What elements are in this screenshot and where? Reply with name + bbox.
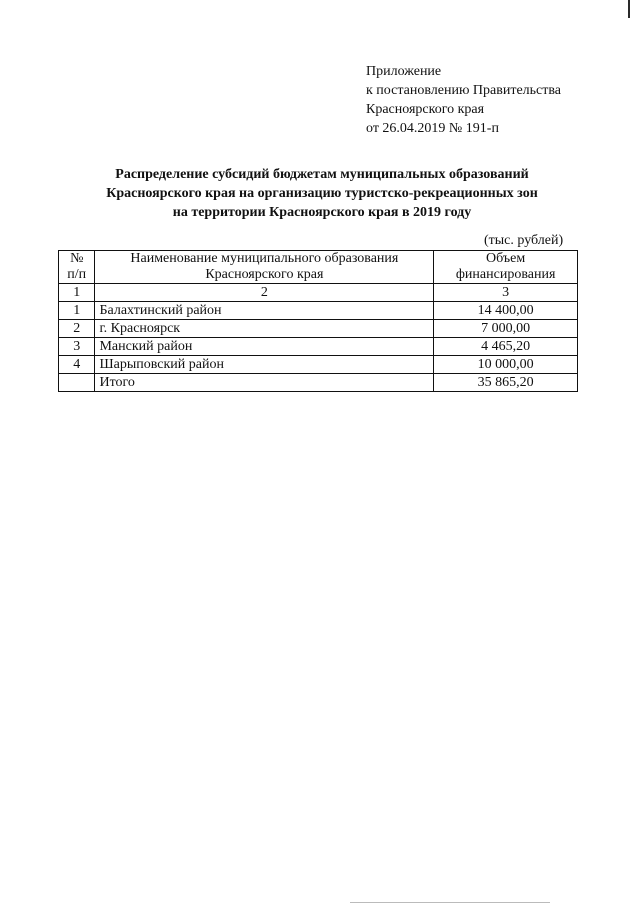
row-name: Балахтинский район	[95, 302, 434, 320]
scan-edge-line	[350, 902, 550, 903]
appendix-block	[366, 62, 561, 138]
document-title	[60, 165, 584, 222]
header-sum	[434, 251, 578, 284]
table-header-row	[59, 251, 578, 284]
total-num	[59, 374, 95, 392]
row-num: 1	[59, 302, 95, 320]
page-edge-mark	[628, 0, 630, 18]
appendix-date-line: от 26.04.2019 № 191-п	[366, 121, 499, 136]
table-row	[59, 320, 578, 338]
header-sum-line1: Объем	[486, 251, 526, 266]
row-num: 4	[59, 356, 95, 374]
header-num	[59, 251, 95, 284]
title-line: Красноярского края на организацию туристско-рекреационных зон	[106, 186, 538, 201]
appendix-line: к постановлению Правительства	[366, 83, 562, 98]
header-sum-line2: финансирования	[455, 267, 556, 282]
table-row	[59, 356, 578, 374]
row-name: Шарыповский район	[95, 356, 434, 374]
row-num: 2	[59, 320, 95, 338]
column-index-row	[59, 284, 578, 302]
header-name	[95, 251, 434, 284]
header-num-line2: п/п	[67, 267, 87, 282]
table-row	[59, 338, 578, 356]
header-name-line1: Наименование муниципального образования	[130, 251, 399, 266]
row-name: г. Красноярск	[95, 320, 434, 338]
total-label: Итого	[95, 374, 434, 392]
header-num-line1: №	[70, 251, 84, 266]
title-line: Распределение субсидий бюджетам муниципальных образований	[115, 167, 529, 182]
index-cell: 2	[95, 284, 434, 302]
funding-table	[58, 250, 578, 392]
row-amount: 10 000,00	[434, 356, 578, 374]
units-label: (тыс. рублей)	[484, 233, 564, 248]
appendix-line: Красноярского края	[366, 102, 485, 117]
row-name: Манский район	[95, 338, 434, 356]
index-cell: 1	[59, 284, 95, 302]
table-row	[59, 302, 578, 320]
appendix-line: Приложение	[366, 64, 442, 79]
row-amount: 4 465,20	[434, 338, 578, 356]
total-row	[59, 374, 578, 392]
title-line: на территории Красноярского края в 2019 году	[172, 205, 472, 220]
row-amount: 7 000,00	[434, 320, 578, 338]
header-name-line2: Красноярского края	[205, 267, 324, 282]
index-cell: 3	[434, 284, 578, 302]
total-amount: 35 865,20	[434, 374, 578, 392]
row-amount: 14 400,00	[434, 302, 578, 320]
row-num: 3	[59, 338, 95, 356]
